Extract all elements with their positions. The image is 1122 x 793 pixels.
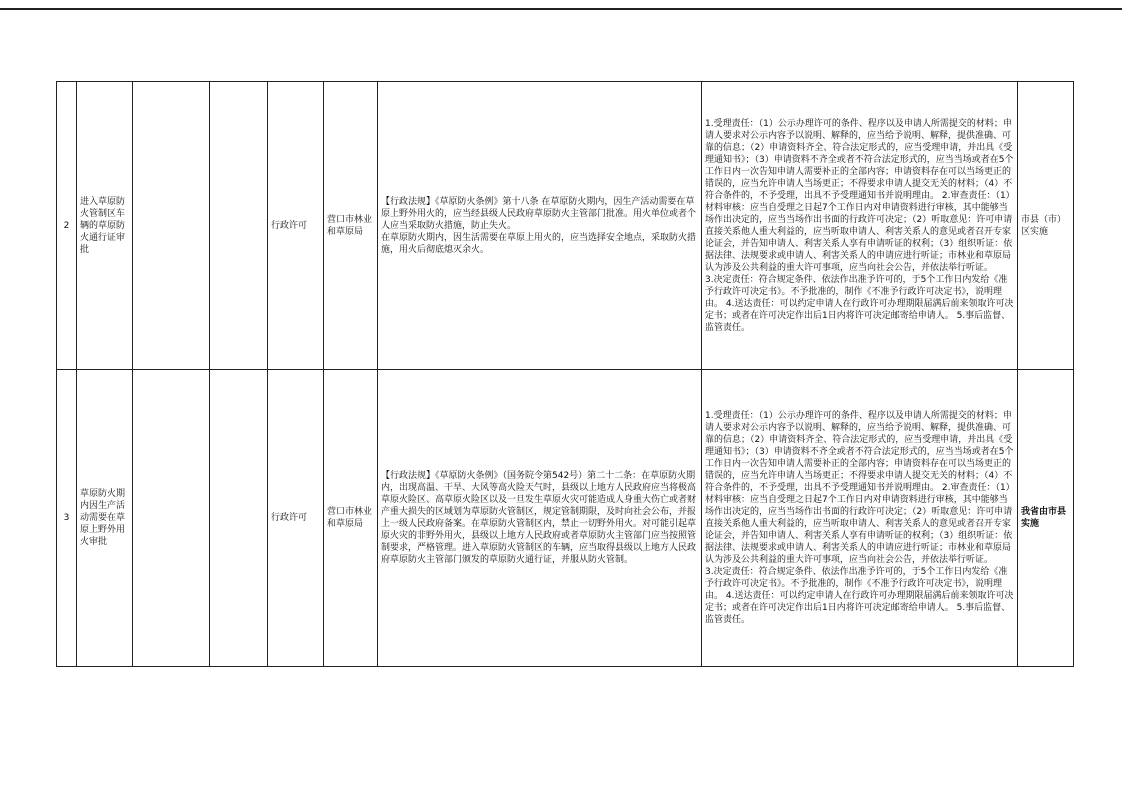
category-cell: 行政许可 (268, 82, 324, 370)
responsibility-text: 1.受理责任：（1）公示办理许可的条件、程序以及申请人所需提交的材料；申请人要求对公示内容予以说明、解释的，应当给予说明、解释，提供准确、可靠的信息；（2）申请资料齐全、符合法定形式的，应当受理申请，并出具《受理通知书》；（3）申请资料不齐全或者不符合法定形式的，应当当场或者在5个工作日内一次告知申请人需要补正的全部内容；申请资料存在可以当场更正的错误的，应当允许申请人当场更正；不得要求申请人提交无关的材料；（4）不符合条件的，不予受理，出具不予受理通知书并说明理由。 2.审查责任：（1）材料审核：应当自受理之日起7个工作日内对申请资料进行审核，其中能够当场作出决定的，应当当场作出书面的行政许可决定；（2）听取意见：许可申请直接关系他人重大利益的，应当听取申请人、利害关系人的意见或者召开专家论证会，并告知申请人、利害关系人享有申请听证的权利；（3）组织听证：依据法律、法规要求或申请人、利害关系人的申请应进行听证；市林业和草原局认为涉及公共利益的重大许可事项，应当向社会公告，并依法举行听证。 3.决定责任：符合规定条件、依法作出准予许可的，于5个工作日内发给《准予行政许可决定书》。不予批准的，制作《不准予行政许可决定书》，说明理由。 4.送达责任：可以约定申请人在行政许可办理期限届满后前来领取许可决定书；或者在许可决定作出后1日内将许可决定邮寄给申请人。 5.事后监督、监管责任。 (705, 411, 1014, 625)
legal-basis-text: 【行政法规】《草原防火条例》（国务院令第542号）第二十二条：在草原防火期内，出现高温、干旱、大风等高火险天气时，县级以上地方人民政府应当将极高草原火险区、高草原火险区以及一旦发生草原火灾可能造成人身重大伤亡或者财产重大损失的区域划为草原防火管制区，规定管制期限，及时向社会公布，并报上一级人民政府备案。在草原防火管制区内，禁止一切野外用火。对可能引起草原火灾的非野外用火，县级以上地方人民政府或者草原防火主管部门应当按照管制要求，严格管理。进入草原防火管制区的车辆，应当取得县级以上地方人民政府草原防火主管部门颁发的草原防火通行证，并服从防火管制。 (381, 471, 697, 565)
row-index: 3 (57, 370, 77, 667)
responsibility-cell (702, 82, 1018, 370)
row-index: 2 (57, 82, 77, 370)
legal-basis-cell (378, 82, 702, 370)
implementation-cell: 市县（市）区实施 (1018, 82, 1074, 370)
implementation-cell: 我省由市县实施 (1018, 370, 1074, 667)
sub-item-cell (133, 370, 210, 667)
department-cell: 营口市林业和草原局 (324, 370, 378, 667)
category-cell: 行政许可 (268, 370, 324, 667)
code-cell (210, 82, 268, 370)
table-row (57, 370, 1074, 667)
legal-basis-cell (378, 370, 702, 667)
item-name-cell: 草原防火期内因生产活动需要在草原上野外用火审批 (77, 370, 133, 667)
responsibility-text: 1.受理责任：（1）公示办理许可的条件、程序以及申请人所需提交的材料；申请人要求对公示内容予以说明、解释的，应当给予说明、解释，提供准确、可靠的信息；（2）申请资料齐全、符合法定形式的，应当受理申请，并出具《受理通知书》；（3）申请资料不齐全或者不符合法定形式的，应当当场或者在5个工作日内一次告知申请人需要补正的全部内容；申请资料存在可以当场更正的错误的，应当允许申请人当场更正；不得要求申请人提交无关的材料；（4）不符合条件的，不予受理，出具不予受理通知书并说明理由。 2.审查责任：（1）材料审核：应当自受理之日起7个工作日内对申请资料进行审核，其中能够当场作出决定的，应当当场作出书面的行政许可决定；（2）听取意见：许可申请直接关系他人重大利益的，应当听取申请人、利害关系人的意见或者召开专家论证会，并告知申请人、利害关系人享有申请听证的权利；（3）组织听证：依据法律、法规要求或申请人、利害关系人的申请应进行听证；市林业和草原局认为涉及公共利益的重大许可事项，应当向社会公告，并依法举行听证。 3.决定责任：符合规定条件、依法作出准予许可的，于5个工作日内发给《准予行政许可决定书》。不予批准的，制作《不准予行政许可决定书》，说明理由。 4.送达责任：可以约定申请人在行政许可办理期限届满后前来领取许可决定书；或者在许可决定作出后1日内将许可决定邮寄给申请人。 5.事后监督、监管责任。 (705, 118, 1014, 333)
sub-item-cell (133, 82, 210, 370)
department-cell: 营口市林业和草原局 (324, 82, 378, 370)
code-cell (210, 370, 268, 667)
legal-basis-text: 【行政法规】《草原防火条例》第十八条 在草原防火期内，因生产活动需要在草原上野外用火的，应当经县级人民政府草原防火主管部门批准。用火单位或者个人应当采取防火措施，防止失火。 在草原防火期内，因生活需要在草原上用火的，应当选择安全地点，采取防火措施，用火后彻底熄灭余火。 (381, 196, 697, 255)
table-row (57, 82, 1074, 370)
item-name-cell: 进入草原防火管制区车辆的草原防火通行证审批 (77, 82, 133, 370)
page-top-rule (0, 8, 1122, 10)
power-list-table (56, 81, 1074, 667)
responsibility-cell (702, 370, 1018, 667)
